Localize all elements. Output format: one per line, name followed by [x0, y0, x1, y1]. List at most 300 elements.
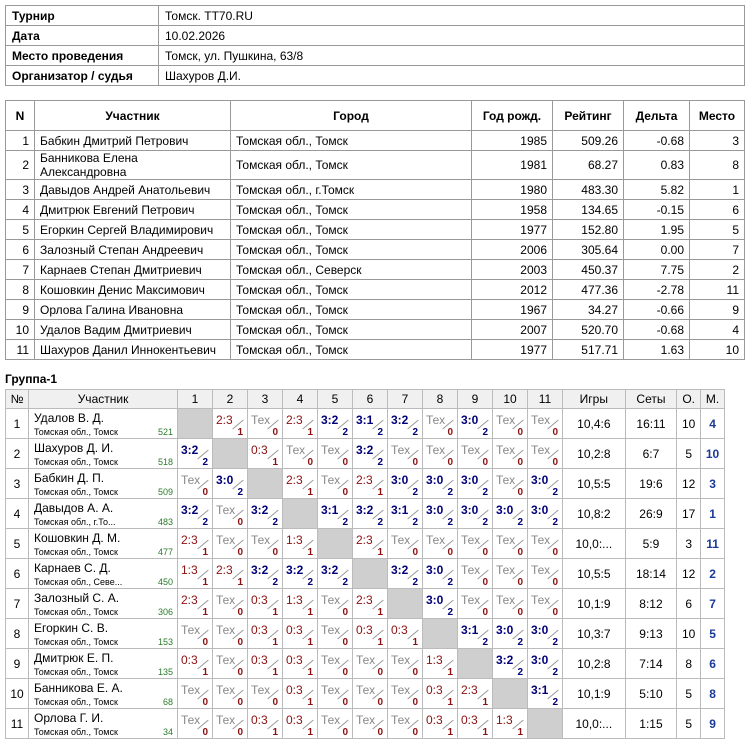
match-points: 0 — [517, 487, 523, 498]
group-header-cell: 7 — [388, 390, 423, 409]
group-row-number: 2 — [6, 439, 29, 469]
match-result-cell — [318, 679, 353, 709]
match-score: 2:3 — [356, 593, 373, 607]
match-points: 2 — [272, 517, 278, 528]
player-rating: 450 — [157, 577, 173, 587]
participants-table — [5, 100, 745, 360]
match-result-cell — [528, 649, 563, 679]
group-row-number: 9 — [6, 649, 29, 679]
group-row — [6, 439, 725, 469]
player-rating: 483 — [157, 517, 173, 527]
match-score: Тех — [461, 593, 481, 607]
match-result-cell — [458, 439, 493, 469]
match-score: Тех — [216, 683, 236, 697]
sets-cell: 5:9 — [625, 529, 677, 559]
player-rating: 306 — [157, 607, 173, 617]
match-result-cell — [178, 499, 213, 529]
match-result-cell — [423, 499, 458, 529]
match-score: 3:2 — [391, 413, 409, 427]
group-row-number: 7 — [6, 589, 29, 619]
match-result-cell — [423, 679, 458, 709]
sets-cell: 16:11 — [625, 409, 677, 439]
group-player-cell — [29, 469, 178, 499]
match-points: 0 — [412, 547, 418, 558]
group-row — [6, 409, 725, 439]
match-score: 2:3 — [181, 533, 198, 547]
match-points: 2 — [202, 517, 208, 528]
match-score: Тех — [531, 533, 551, 547]
participant-cell: 1.63 — [624, 340, 690, 360]
place-cell: 9 — [701, 709, 725, 739]
participant-cell: Карнаев Степан Дмитриевич — [35, 260, 231, 280]
player-name: Карнаев С. Д. — [34, 561, 111, 575]
info-row — [6, 46, 745, 66]
match-score: 0:3 — [251, 593, 268, 607]
points-cell: 12 — [677, 469, 701, 499]
participant-cell: 8 — [6, 280, 35, 300]
match-result-cell — [318, 499, 353, 529]
games-cell: 10,1:9 — [563, 589, 626, 619]
games-cell: 10,2:8 — [563, 649, 626, 679]
match-score: Тех — [216, 623, 236, 637]
match-result-cell — [388, 679, 423, 709]
match-score: Тех — [321, 713, 341, 727]
match-points: 1 — [307, 727, 313, 738]
match-result-cell — [388, 619, 423, 649]
match-result-cell — [353, 409, 388, 439]
match-result-cell — [528, 619, 563, 649]
points-cell: 3 — [677, 529, 701, 559]
match-score: 3:0 — [531, 503, 549, 517]
match-score: Тех — [391, 713, 411, 727]
tournament-info-table — [5, 5, 745, 86]
games-cell: 10,4:6 — [563, 409, 626, 439]
participant-cell: 1958 — [472, 200, 553, 220]
match-points: 0 — [412, 697, 418, 708]
match-score: Тех — [391, 653, 411, 667]
group-header-cell: 10 — [493, 390, 528, 409]
match-score: Тех — [496, 413, 516, 427]
match-result-cell — [528, 409, 563, 439]
match-points: 0 — [552, 457, 558, 468]
participant-cell: 2012 — [472, 280, 553, 300]
participant-cell: -0.68 — [624, 131, 690, 151]
participant-cell: 1 — [6, 131, 35, 151]
match-points: 2 — [202, 457, 208, 468]
match-points: 0 — [482, 577, 488, 588]
match-result-cell — [213, 559, 248, 589]
match-points: 0 — [342, 727, 348, 738]
group-player-cell — [29, 439, 178, 469]
self-match-cell — [458, 649, 493, 679]
group-header-cell: 11 — [528, 390, 563, 409]
match-result-cell — [493, 409, 528, 439]
group-row — [6, 499, 725, 529]
match-result-cell — [213, 409, 248, 439]
self-match-cell — [388, 589, 423, 619]
match-score: 0:3 — [426, 683, 443, 697]
match-score: 3:0 — [496, 503, 514, 517]
player-name: Бабкин Д. П. — [34, 471, 105, 485]
match-result-cell — [388, 469, 423, 499]
place-cell: 7 — [701, 589, 725, 619]
match-score: 3:0 — [531, 623, 549, 637]
group-header-cell: 2 — [213, 390, 248, 409]
match-result-cell — [388, 559, 423, 589]
match-points: 0 — [237, 637, 243, 648]
participant-cell: 7 — [690, 240, 745, 260]
match-points: 1 — [447, 667, 453, 678]
participant-row — [6, 220, 745, 240]
match-points: 0 — [447, 547, 453, 558]
games-cell: 10,0:... — [563, 709, 626, 739]
player-rating: 509 — [157, 487, 173, 497]
info-row — [6, 6, 745, 26]
player-city: Томская обл., г.То... — [34, 517, 116, 527]
match-result-cell — [458, 559, 493, 589]
match-points: 0 — [482, 457, 488, 468]
match-points: 1 — [447, 727, 453, 738]
match-result-cell — [318, 559, 353, 589]
player-name: Кошовкин Д. М. — [34, 531, 121, 545]
place-cell: 10 — [701, 439, 725, 469]
place-cell: 8 — [701, 679, 725, 709]
participant-cell: 305.64 — [553, 240, 624, 260]
self-match-cell — [178, 409, 213, 439]
group-player-cell — [29, 679, 178, 709]
place-cell: 4 — [701, 409, 725, 439]
match-score: 0:3 — [251, 713, 268, 727]
match-points: 0 — [517, 427, 523, 438]
match-result-cell — [458, 619, 493, 649]
match-result-cell — [458, 679, 493, 709]
match-result-cell — [458, 529, 493, 559]
group-header-cell: Сеты — [625, 390, 677, 409]
participant-cell: 9 — [690, 300, 745, 320]
match-score: Тех — [251, 533, 271, 547]
match-result-cell — [283, 649, 318, 679]
games-cell: 10,5:5 — [563, 559, 626, 589]
match-points: 2 — [552, 517, 558, 528]
match-score: Тех — [216, 503, 236, 517]
participant-cell: 3 — [690, 131, 745, 151]
participants-header-cell: Дельта — [624, 101, 690, 131]
match-result-cell — [283, 469, 318, 499]
match-score: 3:2 — [356, 503, 374, 517]
group-row-number: 8 — [6, 619, 29, 649]
match-result-cell — [248, 439, 283, 469]
participant-cell: Томская обл., г.Томск — [231, 180, 472, 200]
player-city: Томская обл., Томск — [34, 637, 118, 647]
match-score: Тех — [216, 653, 236, 667]
match-result-cell — [458, 409, 493, 439]
match-score: 0:3 — [251, 623, 268, 637]
match-score: 3:2 — [496, 653, 514, 667]
match-result-cell — [178, 439, 213, 469]
match-score: Тех — [321, 443, 341, 457]
match-result-cell — [493, 499, 528, 529]
match-result-cell — [318, 649, 353, 679]
match-score: 3:1 — [356, 413, 374, 427]
match-result-cell — [353, 439, 388, 469]
participant-cell: 1985 — [472, 131, 553, 151]
participant-row — [6, 151, 745, 180]
match-score: 0:3 — [461, 713, 478, 727]
sets-cell: 19:6 — [625, 469, 677, 499]
participant-cell: 9 — [6, 300, 35, 320]
match-points: 2 — [377, 517, 383, 528]
player-city: Томская обл., Томск — [34, 547, 118, 557]
match-points: 0 — [517, 577, 523, 588]
match-points: 0 — [202, 487, 208, 498]
match-points: 1 — [377, 637, 383, 648]
participant-cell: Банникова Елена Александровна — [35, 151, 231, 180]
match-score: Тех — [391, 683, 411, 697]
match-points: 1 — [202, 547, 208, 558]
match-result-cell — [283, 409, 318, 439]
participants-header-cell: Год рожд. — [472, 101, 553, 131]
match-result-cell — [283, 439, 318, 469]
participant-cell: 0.00 — [624, 240, 690, 260]
match-score: Тех — [496, 443, 516, 457]
match-points: 2 — [412, 577, 418, 588]
match-result-cell — [318, 469, 353, 499]
match-points: 1 — [202, 577, 208, 588]
match-result-cell — [423, 559, 458, 589]
place-cell: 6 — [701, 649, 725, 679]
info-key: Турнир — [6, 6, 159, 26]
match-points: 0 — [307, 457, 313, 468]
group-player-cell — [29, 409, 178, 439]
self-match-cell — [283, 499, 318, 529]
group-player-cell — [29, 589, 178, 619]
match-points: 2 — [342, 517, 348, 528]
participant-cell: 1981 — [472, 151, 553, 180]
player-rating: 153 — [157, 637, 173, 647]
participant-cell: Томская обл., Томск — [231, 151, 472, 180]
group-row — [6, 589, 725, 619]
match-score: Тех — [461, 563, 481, 577]
participant-cell: Томская обл., Томск — [231, 280, 472, 300]
match-result-cell — [528, 499, 563, 529]
match-score: 0:3 — [251, 443, 268, 457]
match-result-cell — [353, 589, 388, 619]
self-match-cell — [493, 679, 528, 709]
participant-cell: 2007 — [472, 320, 553, 340]
match-score: Тех — [181, 473, 201, 487]
match-points: 1 — [202, 607, 208, 618]
sets-cell: 9:13 — [625, 619, 677, 649]
match-score: 3:0 — [461, 473, 479, 487]
match-score: 2:3 — [286, 473, 303, 487]
match-points: 2 — [552, 697, 558, 708]
match-result-cell — [213, 529, 248, 559]
info-key: Организатор / судья — [6, 66, 159, 86]
match-result-cell — [388, 499, 423, 529]
participant-cell: Кошовкин Денис Максимович — [35, 280, 231, 300]
match-score: 2:3 — [216, 413, 233, 427]
match-score: Тех — [321, 683, 341, 697]
match-result-cell — [213, 679, 248, 709]
participant-cell: 0.83 — [624, 151, 690, 180]
match-points: 0 — [552, 577, 558, 588]
sets-cell: 7:14 — [625, 649, 677, 679]
match-result-cell — [318, 409, 353, 439]
match-score: 2:3 — [356, 473, 373, 487]
match-points: 0 — [517, 457, 523, 468]
match-score: Тех — [496, 533, 516, 547]
match-points: 1 — [412, 637, 418, 648]
match-score: Тех — [461, 443, 481, 457]
participant-cell: 517.71 — [553, 340, 624, 360]
group-header-cell: № — [6, 390, 29, 409]
match-points: 1 — [272, 727, 278, 738]
participant-cell: 5 — [690, 220, 745, 240]
group-row-number: 6 — [6, 559, 29, 589]
self-match-cell — [353, 559, 388, 589]
group-header-cell: 9 — [458, 390, 493, 409]
participant-cell: 1977 — [472, 220, 553, 240]
match-result-cell — [493, 589, 528, 619]
match-score: 0:3 — [286, 713, 303, 727]
group-row — [6, 529, 725, 559]
match-result-cell — [318, 709, 353, 739]
match-score: Тех — [391, 443, 411, 457]
match-points: 0 — [237, 697, 243, 708]
participant-cell: 1 — [690, 180, 745, 200]
match-score: 3:2 — [181, 443, 199, 457]
points-cell: 17 — [677, 499, 701, 529]
match-result-cell — [423, 409, 458, 439]
match-score: Тех — [321, 623, 341, 637]
player-city: Томская обл., Томск — [34, 457, 118, 467]
player-rating: 68 — [162, 697, 173, 707]
group-header-cell: 5 — [318, 390, 353, 409]
match-points: 0 — [377, 667, 383, 678]
info-value: 10.02.2026 — [159, 26, 745, 46]
match-result-cell — [283, 589, 318, 619]
place-cell: 2 — [701, 559, 725, 589]
group-header-cell: Участник — [29, 390, 178, 409]
match-result-cell — [178, 589, 213, 619]
participant-cell: Шахуров Данил Иннокентьевич — [35, 340, 231, 360]
participant-cell: 134.65 — [553, 200, 624, 220]
place-cell: 11 — [701, 529, 725, 559]
match-result-cell — [423, 589, 458, 619]
group-header-cell: О. — [677, 390, 701, 409]
player-city: Томская обл., Томск — [34, 697, 118, 707]
participants-header-cell: Место — [690, 101, 745, 131]
group-player-cell — [29, 649, 178, 679]
participant-cell: 450.37 — [553, 260, 624, 280]
points-cell: 10 — [677, 409, 701, 439]
match-score: Тех — [531, 563, 551, 577]
player-name: Удалов В. Д. — [34, 411, 105, 425]
match-score: 3:2 — [251, 503, 269, 517]
group-row — [6, 679, 725, 709]
match-result-cell — [528, 529, 563, 559]
match-score: Тех — [426, 413, 446, 427]
match-score: 3:2 — [321, 413, 339, 427]
match-score: 1:3 — [181, 563, 198, 577]
match-result-cell — [458, 709, 493, 739]
participant-cell: 10 — [690, 340, 745, 360]
sets-cell: 18:14 — [625, 559, 677, 589]
match-points: 1 — [482, 697, 488, 708]
match-score: Тех — [251, 683, 271, 697]
sets-cell: 26:9 — [625, 499, 677, 529]
match-points: 0 — [342, 607, 348, 618]
match-score: 3:0 — [426, 563, 444, 577]
match-result-cell — [248, 529, 283, 559]
match-result-cell — [248, 679, 283, 709]
points-cell: 5 — [677, 679, 701, 709]
match-result-cell — [178, 619, 213, 649]
participant-cell: 11 — [690, 280, 745, 300]
match-points: 0 — [237, 727, 243, 738]
match-points: 2 — [552, 637, 558, 648]
participants-header-cell: Рейтинг — [553, 101, 624, 131]
participant-cell: Бабкин Дмитрий Петрович — [35, 131, 231, 151]
match-points: 2 — [412, 427, 418, 438]
match-score: Тех — [531, 593, 551, 607]
group-title: Группа-1 — [5, 372, 58, 386]
match-points: 0 — [412, 457, 418, 468]
match-points: 0 — [412, 667, 418, 678]
match-points: 0 — [342, 457, 348, 468]
match-points: 0 — [447, 457, 453, 468]
match-points: 0 — [377, 727, 383, 738]
match-score: Тех — [496, 473, 516, 487]
games-cell: 10,2:8 — [563, 439, 626, 469]
group-row-number: 10 — [6, 679, 29, 709]
match-score: 2:3 — [356, 533, 373, 547]
place-cell: 5 — [701, 619, 725, 649]
player-city: Томская обл., Томск — [34, 607, 118, 617]
match-points: 2 — [552, 667, 558, 678]
participant-cell: Томская обл., Томск — [231, 200, 472, 220]
match-result-cell — [353, 649, 388, 679]
match-result-cell — [213, 589, 248, 619]
participant-cell: 8 — [690, 151, 745, 180]
match-points: 2 — [482, 487, 488, 498]
match-result-cell — [423, 529, 458, 559]
group-row — [6, 559, 725, 589]
match-points: 0 — [202, 637, 208, 648]
match-result-cell — [213, 619, 248, 649]
match-score: 3:2 — [251, 563, 269, 577]
match-result-cell — [283, 529, 318, 559]
match-points: 1 — [237, 577, 243, 588]
match-points: 0 — [202, 727, 208, 738]
match-points: 2 — [412, 517, 418, 528]
participant-cell: Томская обл., Томск — [231, 240, 472, 260]
place-cell: 3 — [701, 469, 725, 499]
group-player-cell — [29, 619, 178, 649]
match-points: 0 — [482, 607, 488, 618]
participants-header-cell: N — [6, 101, 35, 131]
participant-cell: Орлова Галина Ивановна — [35, 300, 231, 320]
match-points: 1 — [482, 727, 488, 738]
match-result-cell — [248, 559, 283, 589]
match-score: Тех — [356, 683, 376, 697]
match-result-cell — [178, 679, 213, 709]
match-result-cell — [528, 439, 563, 469]
match-result-cell — [248, 499, 283, 529]
participant-row — [6, 280, 745, 300]
group-header-cell: 3 — [248, 390, 283, 409]
group-row — [6, 619, 725, 649]
